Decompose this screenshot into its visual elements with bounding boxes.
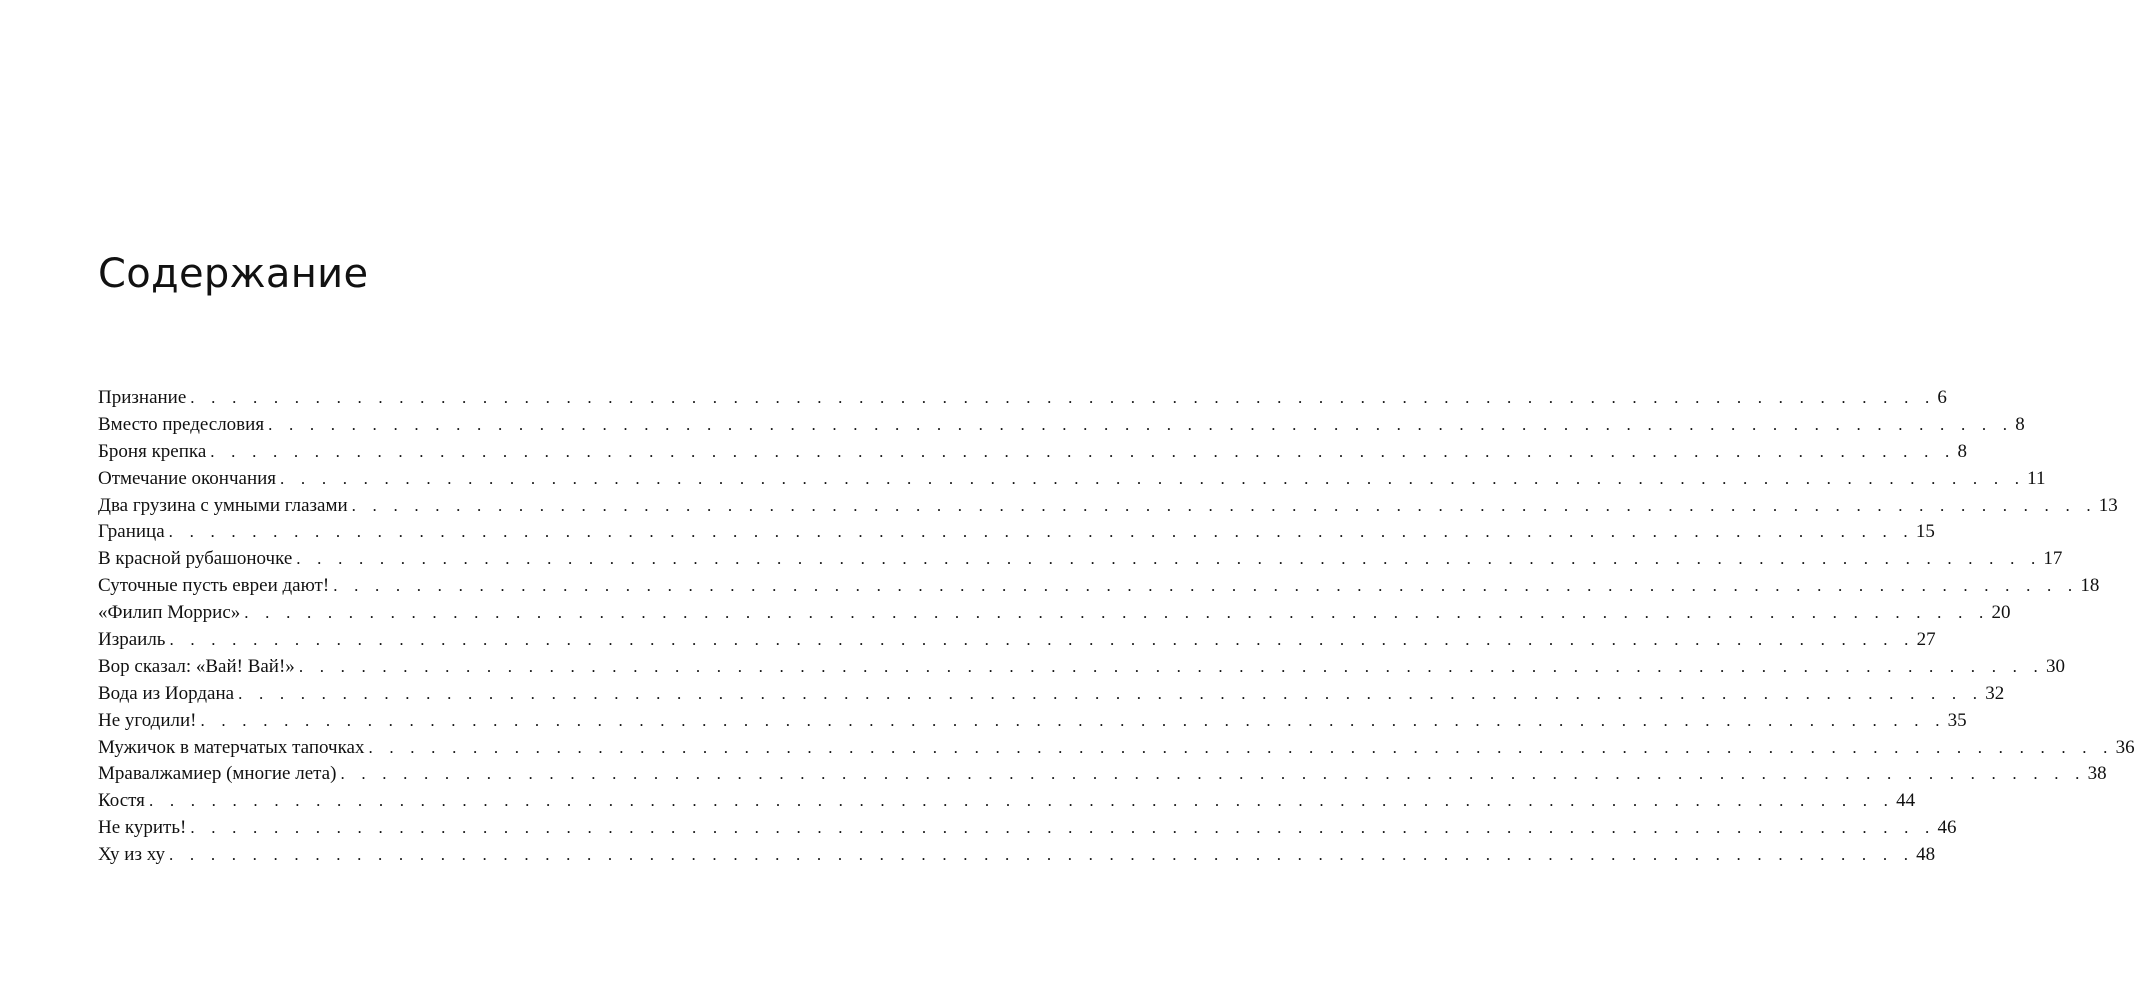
dot-leader: . . . . . . . . . . . . . . . . . . . . . . . . . . . . . . . . . . . . . . . . . . . . . . . . . . . . . . . . . . . . . . . . . . . . . . . . . . . . . . . . . . . .: [298, 656, 2044, 676]
dot-leader: . . . . . . . . . . . . . . . . . . . . . . . . . . . . . . . . . . . . . . . . . . . . . . . . . . . . . . . . . . . . . . . . . . . . . . . . . . . . . . . . . . . .: [340, 764, 2086, 784]
toc-entry-title: Мравалжамиер (многие лета): [98, 763, 337, 785]
toc-entry-page: 8: [2015, 413, 2025, 435]
toc-entry[interactable]: [98, 817, 1957, 844]
toc-entry-page: 8: [1957, 440, 1967, 462]
toc-entry-page: 36: [2115, 736, 2135, 758]
dot-leader: . . . . . . . . . . . . . . . . . . . . . . . . . . . . . . . . . . . . . . . . . . . . . . . . . . . . . . . . . . . . . . . . . . . . . . . . . . . . . . . . . . . .: [200, 710, 1946, 730]
toc-entry-title: Не угодили!: [98, 709, 197, 731]
dot-leader: . . . . . . . . . . . . . . . . . . . . . . . . . . . . . . . . . . . . . . . . . . . . . . . . . . . . . . . . . . . . . . . . . . . . . . . . . . . . . . . . . . . .: [296, 549, 2042, 569]
toc-entry[interactable]: [98, 413, 2025, 441]
dot-leader: . . . . . . . . . . . . . . . . . . . . . . . . . . . . . . . . . . . . . . . . . . . . . . . . . . . . . . . . . . . . . . . . . . . . . . . . . . . . . . . . . . . .: [333, 576, 2079, 596]
toc-entry-title: В красной рубашоночке: [98, 548, 293, 570]
toc-entry[interactable]: [98, 521, 1935, 548]
toc-entry[interactable]: [98, 548, 2063, 575]
toc-entry-title: Ху из ху: [98, 844, 166, 866]
toc-entry-page: 32: [1985, 682, 2005, 704]
toc-entry[interactable]: [98, 494, 2118, 522]
toc-entry-title: Вместо предесловия: [98, 413, 265, 435]
toc-entry[interactable]: [98, 629, 1936, 656]
toc-entry-title: Не курить!: [98, 817, 187, 839]
toc-entry[interactable]: [98, 575, 2100, 602]
toc-entry-page: 20: [1991, 602, 2011, 624]
toc-entry-page: 18: [2080, 575, 2100, 597]
toc-entry-page: 17: [2043, 548, 2063, 570]
table-of-contents: [98, 387, 2135, 871]
toc-entry-page: 48: [1916, 844, 1936, 866]
toc-entry-title: Граница: [98, 521, 165, 543]
dot-leader: . . . . . . . . . . . . . . . . . . . . . . . . . . . . . . . . . . . . . . . . . . . . . . . . . . . . . . . . . . . . . . . . . . . . . . . . . . . . . . . . . . . .: [238, 683, 1984, 703]
toc-entry[interactable]: [98, 763, 2107, 790]
dot-leader: . . . . . . . . . . . . . . . . . . . . . . . . . . . . . . . . . . . . . . . . . . . . . . . . . . . . . . . . . . . . . . . . . . . . . . . . . . . . . . . . . . . .: [244, 603, 1990, 623]
page-title: Содержание: [98, 251, 369, 297]
toc-entry-page: 30: [2045, 655, 2065, 677]
toc-entry[interactable]: [98, 709, 1967, 737]
toc-entry-page: 38: [2087, 763, 2107, 785]
toc-entry-title: Мужичок в матерчатых тапочках: [98, 736, 365, 758]
dot-leader: . . . . . . . . . . . . . . . . . . . . . . . . . . . . . . . . . . . . . . . . . . . . . . . . . . . . . . . . . . . . . . . . . . . . . . . . . . . . . . . . . . . .: [168, 522, 1914, 542]
toc-entry[interactable]: [98, 736, 2135, 764]
toc-entry[interactable]: [98, 467, 2046, 495]
toc-entry[interactable]: [98, 790, 1916, 817]
toc-entry-page: 27: [1916, 629, 1936, 651]
dot-leader: . . . . . . . . . . . . . . . . . . . . . . . . . . . . . . . . . . . . . . . . . . . . . . . . . . . . . . . . . . . . . . . . . . . . . . . . . . . . . . . . . . . .: [368, 737, 2114, 757]
toc-entry-page: 11: [2027, 467, 2046, 489]
toc-entry-page: 44: [1896, 790, 1916, 812]
toc-entry-page: 35: [1947, 709, 1967, 731]
toc-entry-title: Костя: [98, 790, 145, 812]
dot-leader: . . . . . . . . . . . . . . . . . . . . . . . . . . . . . . . . . . . . . . . . . . . . . . . . . . . . . . . . . . . . . . . . . . . . . . . . . . . . . . . . . . . .: [210, 441, 1956, 461]
toc-entry-title: «Филип Моррис»: [98, 602, 241, 624]
toc-entry-page: 46: [1937, 817, 1957, 839]
toc-entry[interactable]: [98, 682, 2005, 710]
toc-entry-title: Вор сказал: «Вай! Вай!»: [98, 655, 295, 677]
dot-leader: . . . . . . . . . . . . . . . . . . . . . . . . . . . . . . . . . . . . . . . . . . . . . . . . . . . . . . . . . . . . . . . . . . . . . . . . . . . . . . . . . . . .: [169, 630, 1915, 650]
toc-entry-title: Отмечание окончания: [98, 467, 277, 489]
toc-entry-page: 6: [1937, 387, 1947, 408]
dot-leader: . . . . . . . . . . . . . . . . . . . . . . . . . . . . . . . . . . . . . . . . . . . . . . . . . . . . . . . . . . . . . . . . . . . . . . . . . . . . . . . . . . . .: [268, 414, 2014, 434]
toc-entry-title: Броня крепка: [98, 440, 207, 462]
dot-leader: . . . . . . . . . . . . . . . . . . . . . . . . . . . . . . . . . . . . . . . . . . . . . . . . . . . . . . . . . . . . . . . . . . . . . . . . . . . . . . . . . . . .: [190, 818, 1936, 838]
toc-entry-title: Признание: [98, 387, 187, 408]
toc-entry-page: 15: [1915, 521, 1935, 543]
dot-leader: . . . . . . . . . . . . . . . . . . . . . . . . . . . . . . . . . . . . . . . . . . . . . . . . . . . . . . . . . . . . . . . . . . . . . . . . . . . . . . . . . . . .: [280, 468, 2026, 488]
toc-entry[interactable]: [98, 387, 1947, 414]
toc-entry[interactable]: [98, 602, 2011, 629]
toc-entry-page: 13: [2098, 494, 2118, 516]
toc-entry-title: Вода из Иордана: [98, 682, 235, 704]
toc-entry[interactable]: [98, 844, 1936, 871]
dot-leader: . . . . . . . . . . . . . . . . . . . . . . . . . . . . . . . . . . . . . . . . . . . . . . . . . . . . . . . . . . . . . . . . . . . . . . . . . . . . . . . . . . . .: [169, 845, 1915, 865]
toc-entry-title: Суточные пусть евреи дают!: [98, 575, 330, 597]
dot-leader: . . . . . . . . . . . . . . . . . . . . . . . . . . . . . . . . . . . . . . . . . . . . . . . . . . . . . . . . . . . . . . . . . . . . . . . . . . . . . . . . . . . .: [148, 791, 1895, 811]
toc-entry[interactable]: [98, 440, 1967, 468]
toc-entry[interactable]: [98, 655, 2065, 683]
dot-leader: . . . . . . . . . . . . . . . . . . . . . . . . . . . . . . . . . . . . . . . . . . . . . . . . . . . . . . . . . . . . . . . . . . . . . . . . . . . . . . . . . . . .: [190, 388, 1936, 407]
toc-entry-title: Израиль: [98, 629, 166, 651]
dot-leader: . . . . . . . . . . . . . . . . . . . . . . . . . . . . . . . . . . . . . . . . . . . . . . . . . . . . . . . . . . . . . . . . . . . . . . . . . . . . . . . . . . . .: [351, 495, 2097, 515]
toc-entry-title: Два грузина с умными глазами: [98, 494, 348, 516]
